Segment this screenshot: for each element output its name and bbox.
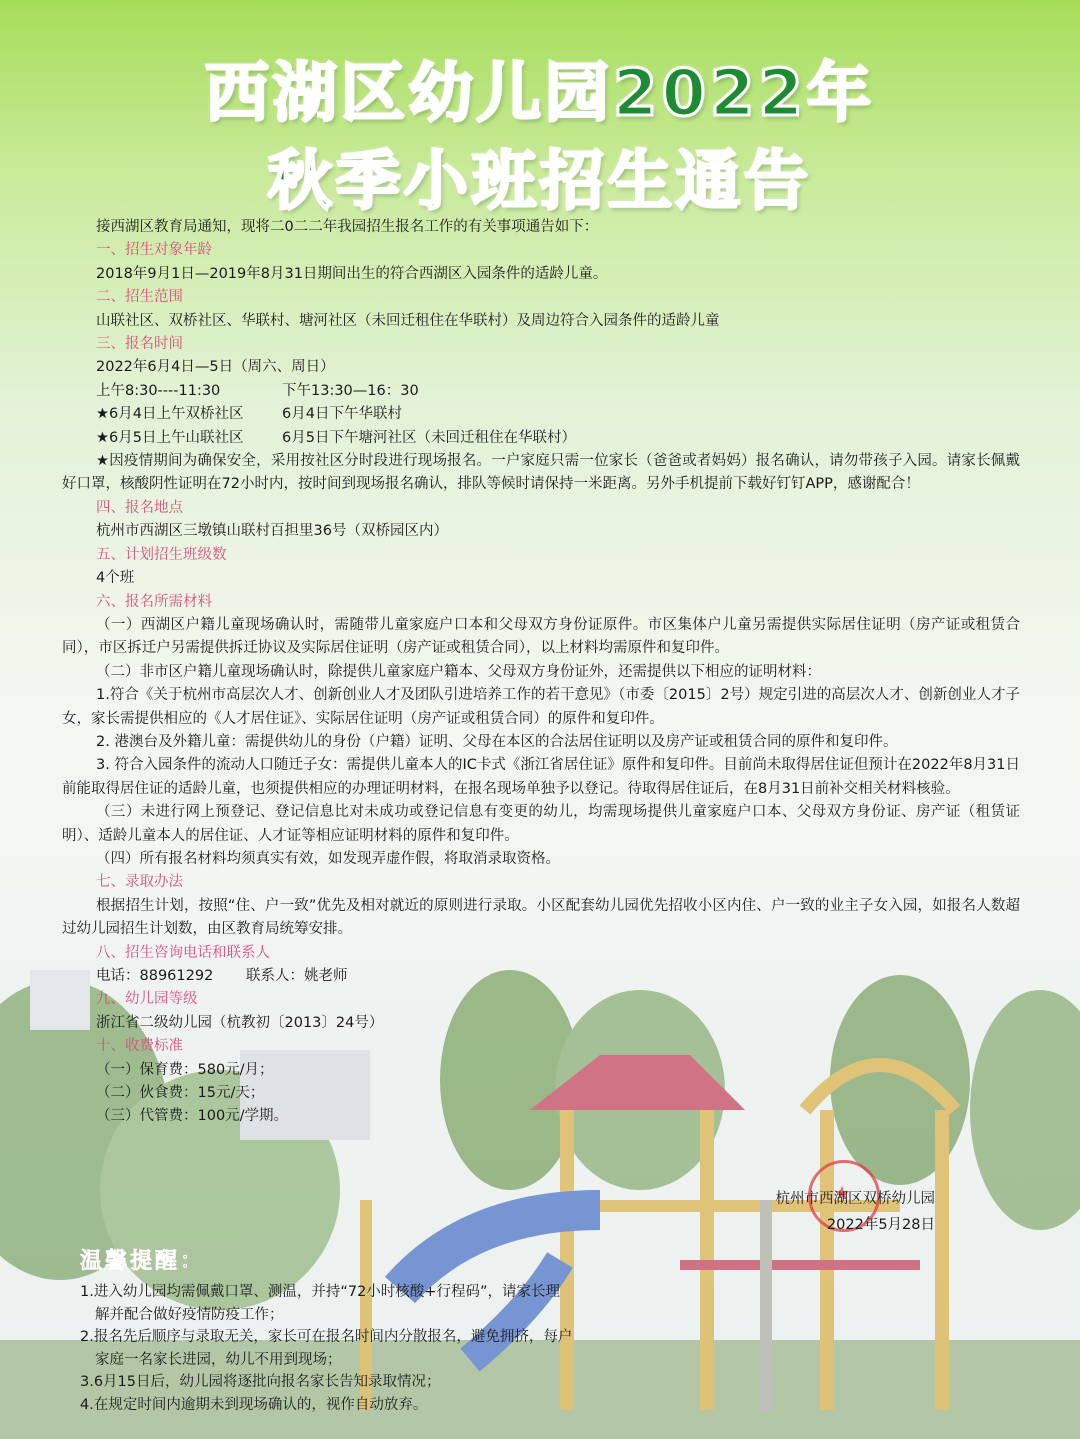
phone-number: 电话：88961292 [96, 968, 214, 984]
section-1-text: 2018年9月1日—2019年8月31日期间出生的符合西湖区入园条件的适龄儿童。 [96, 265, 608, 282]
section-3-heading: 三、报名时间 [96, 336, 183, 353]
schedule-jun5-pm: 6月5日下午塘河社区（未回迁租住在华联村） [282, 429, 576, 446]
schedule-row-2 [62, 427, 1020, 450]
reminder-1-line-2: 解并配合做好疫情防疫工作； [95, 1306, 284, 1323]
section-9-heading: 九、幼儿园等级 [96, 991, 198, 1008]
section-6-heading: 六、报名所需材料 [96, 593, 212, 610]
section-9-text: 浙江省二级幼儿园（杭教初〔2013〕24号） [96, 1014, 384, 1031]
section-8-heading: 八、招生咨询电话和联系人 [96, 944, 270, 961]
contact-person: 联系人：姚老师 [246, 968, 348, 984]
schedule-jun4-pm: 6月4日下午华联村 [282, 406, 402, 423]
materials-p6: （三）未进行网上预登记、登记信息比对未成功或登记信息有变更的幼儿，均需现场提供儿童家庭户口本、父母双方身份证、房产证（租赁证明）、适龄儿童本人的居住证、人才证等相应证明材料的原件和复印件。 [62, 804, 1020, 844]
signup-hours [62, 380, 1020, 403]
section-2-heading: 二、招生范围 [96, 289, 183, 306]
signature-block [750, 1186, 935, 1238]
section-7-heading: 七、录取办法 [96, 874, 183, 891]
signature-date: 2022年5月28日 [826, 1217, 935, 1233]
section-1-heading: 一、招生对象年龄 [96, 242, 212, 259]
reminder-4: 4.在规定时间内逾期未到现场确认的，视作自动放弃。 [80, 1396, 428, 1413]
reminder-1-line-1: 1.进入幼儿园均需佩戴口罩、测温，并持“72小时核酸+行程码”，请家长理 [80, 1284, 560, 1300]
section-5-heading: 五、计划招生班级数 [96, 546, 227, 563]
fee-custody: （三）代管费：100元/学期。 [96, 1108, 289, 1125]
reminder-2-line-1: 2.报名先后顺序与录取无关，家长可在报名时间内分散报名，避免拥挤，每户 [80, 1329, 573, 1345]
materials-p2: （二）非市区户籍儿童现场确认时，除提供儿童家庭户籍本、父母双方身份证外，还需提供以下相应的证明材料： [96, 663, 821, 680]
fee-childcare: （一）保育费：580元/月； [96, 1061, 274, 1078]
materials-p4: 2. 港澳台及外籍儿童：需提供幼儿的身份（户籍）证明、父母在本区的合法居住证明以及房产证或租赁合同的原件和复印件。 [96, 733, 898, 750]
section-4-heading: 四、报名地点 [96, 499, 183, 516]
notice-title [0, 50, 1080, 226]
section-7-text: 根据招生计划，按照“住、户一致”优先及相对就近的原则进行录取。小区配套幼儿园优先招收小区内住、户一致的业主子女入园，如报名人数超过幼儿园招生计划数，由区教育局统筹安排。 [62, 897, 1020, 938]
reminder-3: 3.6月15日后，幼儿园将逐批向报名家长告知录取情况； [80, 1374, 441, 1390]
reminder-box [80, 1244, 700, 1416]
signature-org: 杭州市西湖区双桥幼儿园 [775, 1191, 935, 1207]
intro-text: 接西湖区教育局通知，现将二0二二年我园招生报名工作的有关事项通告如下： [96, 219, 599, 235]
notice-body [62, 216, 1020, 1129]
title-line-2: 秋季小班招生通告 [268, 145, 812, 219]
afternoon-hours: 下午13:30—16：30 [282, 382, 419, 399]
fee-meals: （二）伙食费：15元/天； [96, 1085, 265, 1102]
reminder-list [80, 1281, 700, 1416]
section-4-text: 杭州市西湖区三墩镇山联村百担里36号（双桥园区内） [96, 523, 448, 540]
reminder-title: 温馨提醒： [80, 1249, 206, 1274]
signup-date: 2022年6月4日—5日（周六、周日） [96, 359, 335, 376]
schedule-jun4-am: ★6月4日上午双桥社区 [96, 406, 244, 423]
section-5-text: 4个班 [96, 570, 135, 587]
reminder-2-line-2: 家庭一名家长进园，幼儿不用到现场； [95, 1351, 342, 1368]
materials-p1: （一）西湖区户籍儿童现场确认时，需随带儿童家庭户口本和父母双方身份证原件。市区集体户儿童另需提供实际居住证明（房产证或租赁合同），市区拆迁户另需提供拆迁协议及实际居住证明（房产证或租赁合同），以上材料均需原件和复印件。 [62, 616, 1020, 657]
materials-p7: （四）所有报名材料均须真实有效，如发现弄虚作假，将取消录取资格。 [96, 850, 560, 867]
schedule-jun5-am: ★6月5日上午山联社区 [96, 429, 244, 446]
section-10-heading: 十、收费标准 [96, 1038, 183, 1055]
materials-p5: 3. 符合入园条件的流动人口随迁子女：需提供儿童本人的IC卡式《浙江省居住证》原件和复印件。目前尚未取得居住证但预计在2022年8月31日前能取得居住证的适龄儿童，也须提供相应的办理证明材料，在报名现场单独予以登记。待取得居住证后，在8月31日前补交相关材料核验。 [62, 757, 1020, 797]
title-line-1: 西湖区幼儿园2022年 [204, 57, 876, 131]
schedule-row-1 [62, 403, 1020, 426]
section-2-text: 山联社区、双桥社区、华联村、塘河社区（未回迁租住在华联村）及周边符合入园条件的适龄儿童 [96, 312, 720, 329]
contact-row [62, 965, 1020, 988]
materials-p3: 1.符合《关于杭州市高层次人才、创新创业人才及团队引进培养工作的若干意见》（市委〔2015〕2号）规定引进的高层次人才、创新创业人才子女，家长需提供相应的《人才居住证》、实际居住证明（房产证或租赁合同）的原件和复印件。 [62, 687, 1020, 727]
epidemic-note: ★因疫情期间为确保安全，采用按社区分时段进行现场报名。一户家庭只需一位家长（爸爸或者妈妈）报名确认，请勿带孩子入园。请家长佩戴好口罩，核酸阴性证明在72小时内，按时间到现场报名确认，排队等候时请保持一米距离。另外手机提前下载好钉钉APP，感谢配合！ [62, 453, 1020, 493]
morning-hours: 上午8:30----11:30 [96, 382, 221, 399]
